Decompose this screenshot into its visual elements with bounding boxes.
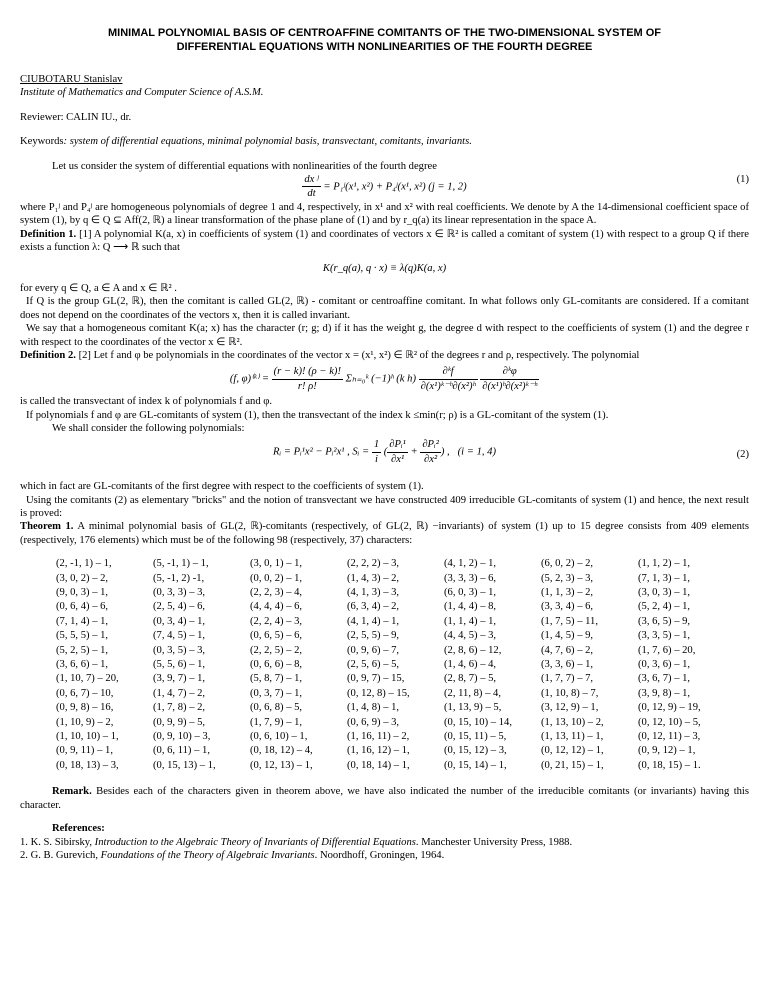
keywords bbox=[20, 135, 749, 148]
character-entry: (3, 3, 6) – 1, bbox=[541, 659, 594, 671]
character-entry: (0, 6, 7) – 10, bbox=[56, 687, 114, 699]
character-entry: (9, 0, 3) – 1, bbox=[56, 587, 109, 598]
character-entry: (0, 9, 8) – 16, bbox=[56, 702, 114, 714]
reference-1 bbox=[20, 836, 749, 849]
eq1-lhs-denominator: dt bbox=[307, 188, 316, 200]
paragraph-1: where P₁ʲ and P₄ʲ are homogeneous polynomials of degree 1 and 4, respectively, in x¹ and x² with real coefficients. We denote by A the 14-dimensional coefficient space of system (1), by q ∈ Q ⊆ Aff(2, ℝ) a linear transformation of the phase plane of (1) and by r_q(a) its linear representation in the space A. bbox=[20, 201, 749, 227]
characters-column bbox=[444, 557, 541, 773]
character-entry: (1, 7, 9) – 1, bbox=[250, 716, 303, 728]
character-entry: (1, 13, 10) – 2, bbox=[541, 716, 604, 728]
character-entry: (0, 9, 12) – 1, bbox=[638, 745, 696, 757]
equation-1 bbox=[20, 173, 749, 201]
character-entry: (0, 3, 5) – 3, bbox=[153, 644, 206, 656]
character-entry: (3, 6, 5) – 9, bbox=[638, 615, 691, 627]
references-label: References: bbox=[52, 823, 105, 835]
character-entry: (2, 5, 5) – 9, bbox=[347, 630, 400, 642]
character-entry: (2, 2, 2) – 3, bbox=[347, 558, 400, 570]
character-entry: (0, 3, 3) – 3, bbox=[153, 587, 206, 598]
eq2-d1-den: ∂x¹ bbox=[391, 453, 405, 465]
eq2-d2-den: ∂x² bbox=[424, 453, 438, 465]
ref1-publisher: . Manchester University Press, 1988. bbox=[415, 836, 573, 848]
character-entry: (0, 9, 10) – 3, bbox=[153, 731, 211, 743]
transvectant-deriv2-num: ∂ᵏφ bbox=[480, 365, 539, 379]
character-entry: (3, 0, 2) – 2, bbox=[56, 572, 109, 584]
character-entry: (0, 6, 6) – 8, bbox=[250, 659, 303, 671]
character-entry: (2, 11, 8) – 4, bbox=[444, 687, 501, 699]
character-entry: (5, -1, 2) -1, bbox=[153, 572, 205, 584]
definition-2 bbox=[20, 349, 749, 362]
character-entry: (2, 8, 6) – 12, bbox=[444, 644, 502, 656]
character-entry: (2, 8, 7) – 5, bbox=[444, 673, 497, 685]
character-entry: (1, 1, 3) – 2, bbox=[541, 587, 594, 598]
paragraph-7: which in fact are GL-comitants of the first degree with respect to the coefficients of system (1). bbox=[20, 481, 424, 493]
character-entry: (0, 18, 12) – 4, bbox=[250, 745, 313, 757]
eq2-index: (i = 1, 4) bbox=[457, 446, 496, 458]
character-entry: (6, 0, 2) – 2, bbox=[541, 558, 594, 570]
character-entry: (0, 6, 9) – 3, bbox=[347, 716, 400, 728]
author-institution: Institute of Mathematics and Computer Science of A.S.M. bbox=[20, 87, 264, 99]
character-entry: (0, 12, 11) – 3, bbox=[638, 731, 701, 743]
characters-column bbox=[347, 557, 444, 773]
character-entry: (5, 5, 5) – 1, bbox=[56, 630, 109, 642]
character-entry: (7, 1, 4) – 1, bbox=[56, 615, 109, 627]
characters-column bbox=[153, 557, 250, 773]
character-entry: (5, 2, 4) – 1, bbox=[638, 601, 691, 613]
character-entry: (6, 0, 3) – 1, bbox=[444, 587, 497, 598]
character-entry: (1, 1, 2) – 1, bbox=[638, 558, 691, 570]
author-name: CIUBOTARU Stanislav bbox=[20, 74, 123, 85]
references bbox=[20, 822, 749, 862]
title-line-1: MINIMAL POLYNOMIAL BASIS OF CENTROAFFINE COMITANTS OF THE TWO-DIMENSIONAL SYSTEM OF bbox=[107, 27, 662, 39]
eq2-coef-den: i bbox=[374, 453, 378, 465]
character-entry: (1, 4, 4) – 8, bbox=[444, 601, 497, 613]
eq2-coef-num: 1 bbox=[372, 438, 381, 452]
character-entry: (0, 9, 11) – 1, bbox=[56, 745, 113, 757]
character-entry: (4, 4, 5) – 3, bbox=[444, 630, 497, 642]
transvectant-deriv2-den: ∂(x¹)ʰ∂(x²)ᵏ⁻ʰ bbox=[482, 380, 538, 392]
character-entry: (0, 12, 12) – 1, bbox=[541, 745, 604, 757]
character-entry: (4, 1, 2) – 1, bbox=[444, 558, 497, 570]
character-entry: (5, 8, 7) – 1, bbox=[250, 673, 303, 685]
character-entry: (1, 13, 9) – 5, bbox=[444, 702, 502, 714]
character-entry: (0, 6, 10) – 1, bbox=[250, 731, 308, 743]
theorem-1 bbox=[20, 520, 749, 547]
character-entry: (0, 3, 7) – 1, bbox=[250, 687, 303, 699]
characters-column bbox=[250, 557, 347, 773]
paper-page bbox=[20, 26, 749, 862]
reference-2 bbox=[20, 849, 749, 862]
remark-label: Remark. bbox=[52, 786, 92, 798]
character-entry: (0, 18, 15) – 1. bbox=[638, 759, 701, 771]
character-entry: (0, 6, 4) – 6, bbox=[56, 601, 109, 613]
ref1-authors: 1. K. S. Sibirsky, bbox=[20, 836, 95, 848]
characters-column bbox=[541, 557, 638, 773]
transvectant-coef-den: r! ρ! bbox=[297, 380, 317, 392]
character-entry: (0, 6, 5) – 6, bbox=[250, 630, 303, 642]
character-entry: (2, 5, 4) – 6, bbox=[153, 601, 206, 613]
character-entry: (4, 1, 4) – 1, bbox=[347, 615, 400, 627]
character-entry: (1, 7, 7) – 7, bbox=[541, 673, 594, 685]
character-entry: (1, 10, 9) – 2, bbox=[56, 716, 114, 728]
character-entry: (7, 1, 3) – 1, bbox=[638, 572, 691, 584]
character-entry: (1, 7, 5) – 11, bbox=[541, 615, 598, 627]
transvectant-sum: Σₕ₌₀ᵏ (−1)ʰ (k h) bbox=[345, 373, 416, 385]
character-entry: (1, 7, 6) – 20, bbox=[638, 644, 696, 656]
for-every-line: for every q ∈ Q, a ∈ A and x ∈ ℝ² . bbox=[20, 282, 177, 294]
ref2-authors: 2. G. B. Gurevich, bbox=[20, 849, 101, 861]
character-entry: (3, 0, 3) – 1, bbox=[638, 587, 691, 598]
keywords-label: Keywords bbox=[20, 136, 64, 148]
character-entry: (0, 21, 15) – 1, bbox=[541, 759, 604, 771]
def1-text: [1] A polynomial K(a, x) in coefficients of system (1) and coordinates of vectors x ∈ ℝ² is called a comitant of system (1) with respect to a group Q if there exists a function λ: Q ⟶ ℝ such that bbox=[20, 228, 749, 254]
eq1-rhs: = P₁ʲ(x¹, x²) + P₄ʲ(x¹, x²) (j = 1, 2) bbox=[323, 181, 467, 193]
paragraph-3: We say that a homogeneous comitant K(a; x) has the character (r; g; d) if it has the weight g, the degree d with respect to the coefficients of system (1) and the degree r with respect to the coordinates of the vector x ∈ ℝ². bbox=[20, 323, 749, 348]
theorem-label: Theorem 1. bbox=[20, 521, 74, 533]
character-entry: (1, 10, 7) – 20, bbox=[56, 673, 119, 685]
ref2-publisher: . Noordhoff, Groningen, 1964. bbox=[314, 849, 445, 861]
character-entry: (1, 4, 3) – 2, bbox=[347, 572, 400, 584]
character-entry: (0, 15, 14) – 1, bbox=[444, 759, 507, 771]
character-entry: (0, 12, 9) – 19, bbox=[638, 702, 701, 714]
transvectant-deriv1-den: ∂(x¹)ᵏ⁻ʰ∂(x²)ʰ bbox=[420, 380, 476, 392]
equation-transvectant bbox=[20, 365, 749, 393]
theorem-text: A minimal polynomial basis of GL(2, ℝ)-comitants (respectively, of GL(2, ℝ) −invariants) of system (1) up to 15 degree consists from 409 elements (respectively, 176 elements) which must be of the following 98 (respectively, 37) characters: bbox=[20, 521, 749, 546]
keywords-text: : system of differential equations, minimal polynomial basis, transvectant, comitants, invariants. bbox=[63, 136, 472, 148]
character-entry: (0, 18, 14) – 1, bbox=[347, 759, 410, 771]
title-line-2: DIFFERENTIAL EQUATIONS WITH NONLINEARITIES OF THE FOURTH DEGREE bbox=[176, 41, 593, 53]
character-entry: (5, 2, 5) – 1, bbox=[56, 644, 109, 656]
character-entry: (0, 9, 6) – 7, bbox=[347, 644, 400, 656]
eq1-lhs-numerator: dx ʲ bbox=[302, 173, 320, 187]
transvectant-coef-num: (r − k)! (ρ − k)! bbox=[272, 365, 343, 379]
ref2-title: Foundations of the Theory of Algebraic Invariants bbox=[100, 849, 315, 861]
character-entry: (6, 3, 4) – 2, bbox=[347, 601, 400, 613]
paragraph-6: We shall consider the following polynomials: bbox=[52, 422, 245, 434]
character-entry: (3, 3, 4) – 6, bbox=[541, 601, 594, 613]
character-entry: (3, 3, 3) – 6, bbox=[444, 572, 497, 584]
character-entry: (1, 10, 8) – 7, bbox=[541, 687, 599, 699]
eq2-d1-num: ∂Pᵢ¹ bbox=[387, 438, 408, 452]
transvectant-deriv1-num: ∂ᵏf bbox=[419, 365, 478, 379]
character-entry: (1, 10, 10) – 1, bbox=[56, 731, 119, 743]
character-entry: (5, 2, 3) – 3, bbox=[541, 572, 594, 584]
character-entry: (1, 4, 8) – 1, bbox=[347, 702, 400, 714]
character-entry: (4, 4, 4) – 6, bbox=[250, 601, 303, 613]
def1-label: Definition 1. bbox=[20, 228, 77, 240]
character-entry: (0, 3, 6) – 1, bbox=[638, 659, 691, 671]
paragraph-2: If Q is the group GL(2, ℝ), then the comitant is called GL(2, ℝ) - comitant or centroaffine comitant. In what follows only GL-comitants are considered. If a comitant does not depend on the coordinates of the vectors x, then it is called invariant. bbox=[20, 296, 749, 321]
character-entry: (0, 6, 11) – 1, bbox=[153, 745, 210, 757]
equation-comitant: K(r_q(a), q · x) ≡ λ(q)K(a, x) bbox=[322, 263, 447, 275]
character-entry: (1, 4, 6) – 4, bbox=[444, 659, 497, 671]
character-entry: (0, 15, 11) – 5, bbox=[444, 731, 507, 743]
intro-paragraph: Let us consider the system of differential equations with nonlinearities of the fourth degree bbox=[52, 160, 437, 172]
character-entry: (0, 15, 13) – 1, bbox=[153, 759, 216, 771]
character-entry: (3, 9, 8) – 1, bbox=[638, 687, 691, 699]
character-entry: (5, -1, 1) – 1, bbox=[153, 558, 209, 570]
transvectant-lhs: (f, φ)⁽ᵏ⁾ = bbox=[229, 373, 269, 385]
character-entry: (1, 16, 12) – 1, bbox=[347, 745, 410, 757]
paragraph-8: Using the comitants (2) as elementary "bricks" and the notion of transvectant we have constructed 409 irreducible GL-comitants of system (1) and hence, the next result is proved: bbox=[20, 494, 749, 519]
paper-title bbox=[20, 26, 749, 54]
def2-text: [2] Let f and φ be polynomials in the coordinates of the vector x = (x¹, x²) ∈ ℝ² of the degrees r and ρ, respectively. The polynomial bbox=[75, 349, 640, 361]
character-entry: (4, 1, 3) – 3, bbox=[347, 587, 400, 598]
remark bbox=[20, 785, 749, 812]
character-entry: (1, 13, 11) – 1, bbox=[541, 731, 604, 743]
character-entry: (0, 6, 8) – 5, bbox=[250, 702, 303, 714]
character-entry: (0, 12, 10) – 5, bbox=[638, 716, 701, 728]
character-entry: (0, 0, 2) – 1, bbox=[250, 572, 303, 584]
character-entry: (0, 15, 12) – 3, bbox=[444, 745, 507, 757]
character-entry: (4, 7, 6) – 2, bbox=[541, 644, 594, 656]
paragraph-5: If polynomials f and φ are GL-comitants of system (1), then the transvectant of the index k ≤min(r; ρ) is a GL-comitant of the system (1). bbox=[26, 409, 609, 421]
character-entry: (1, 7, 8) – 2, bbox=[153, 702, 206, 714]
characters-column bbox=[56, 557, 153, 773]
character-entry: (2, 2, 4) – 3, bbox=[250, 615, 303, 627]
character-entry: (0, 18, 13) – 3, bbox=[56, 759, 119, 771]
character-entry: (5, 5, 6) – 1, bbox=[153, 659, 206, 671]
character-entry: (0, 12, 13) – 1, bbox=[250, 759, 313, 771]
character-entry: (3, 0, 1) – 1, bbox=[250, 558, 303, 570]
character-entry: (2, 2, 3) – 4, bbox=[250, 587, 303, 598]
def2-label: Definition 2. bbox=[20, 349, 76, 361]
character-entry: (3, 6, 7) – 1, bbox=[638, 673, 691, 685]
characters-column bbox=[638, 557, 735, 773]
character-entry: (3, 9, 7) – 1, bbox=[153, 673, 206, 685]
definition-1 bbox=[20, 228, 749, 255]
ref1-title: Introduction to the Algebraic Theory of Invariants of Differential Equations bbox=[94, 836, 416, 848]
reviewer: Reviewer: CALIN IU., dr. bbox=[20, 111, 132, 123]
character-entry: (0, 9, 9) – 5, bbox=[153, 716, 206, 728]
character-entry: (1, 1, 4) – 1, bbox=[444, 615, 497, 627]
character-entry: (7, 4, 5) – 1, bbox=[153, 630, 206, 642]
eq1-number: (1) bbox=[736, 174, 749, 186]
character-entry: (3, 12, 9) – 1, bbox=[541, 702, 599, 714]
character-entry: (1, 4, 7) – 2, bbox=[153, 687, 206, 699]
character-entry: (1, 4, 5) – 9, bbox=[541, 630, 594, 642]
character-entry: (0, 9, 7) – 15, bbox=[347, 673, 405, 685]
eq2-number: (2) bbox=[736, 449, 749, 461]
character-entry: (2, -1, 1) – 1, bbox=[56, 558, 112, 570]
character-entry: (0, 15, 10) – 14, bbox=[444, 716, 512, 728]
character-entry: (0, 12, 8) – 15, bbox=[347, 687, 410, 699]
eq2-d2-num: ∂Pᵢ² bbox=[420, 438, 441, 452]
character-entry: (2, 5, 6) – 5, bbox=[347, 659, 400, 671]
equation-2: Rᵢ = Pᵢ¹x² − Pᵢ²x¹ , Sᵢ = $\frac{1}{i}$ ( $\frac{\text{∂Pᵢ¹}}{\text{∂x¹}}$ + $\frac{\text{∂Pᵢ²}}{\text{∂x²}}$ ) , (i = 1, 4) (2) bbox=[273, 439, 749, 465]
remark-text: Besides each of the characters given in theorem above, we have also indicated the number of the irreducible comitants (or invariants) having this character. bbox=[20, 786, 749, 811]
eq2-r: Rᵢ = Pᵢ¹x² − Pᵢ²x¹ , Sᵢ = bbox=[273, 446, 370, 458]
character-entry: (1, 16, 11) – 2, bbox=[347, 731, 410, 743]
character-entry: (3, 3, 5) – 1, bbox=[638, 630, 691, 642]
character-entry: (3, 6, 6) – 1, bbox=[56, 659, 109, 671]
characters-table bbox=[56, 557, 749, 773]
paragraph-4: is called the transvectant of index k of polynomials f and φ. bbox=[20, 396, 273, 408]
character-entry: (0, 3, 4) – 1, bbox=[153, 615, 206, 627]
character-entry: (2, 2, 5) – 2, bbox=[250, 644, 303, 656]
